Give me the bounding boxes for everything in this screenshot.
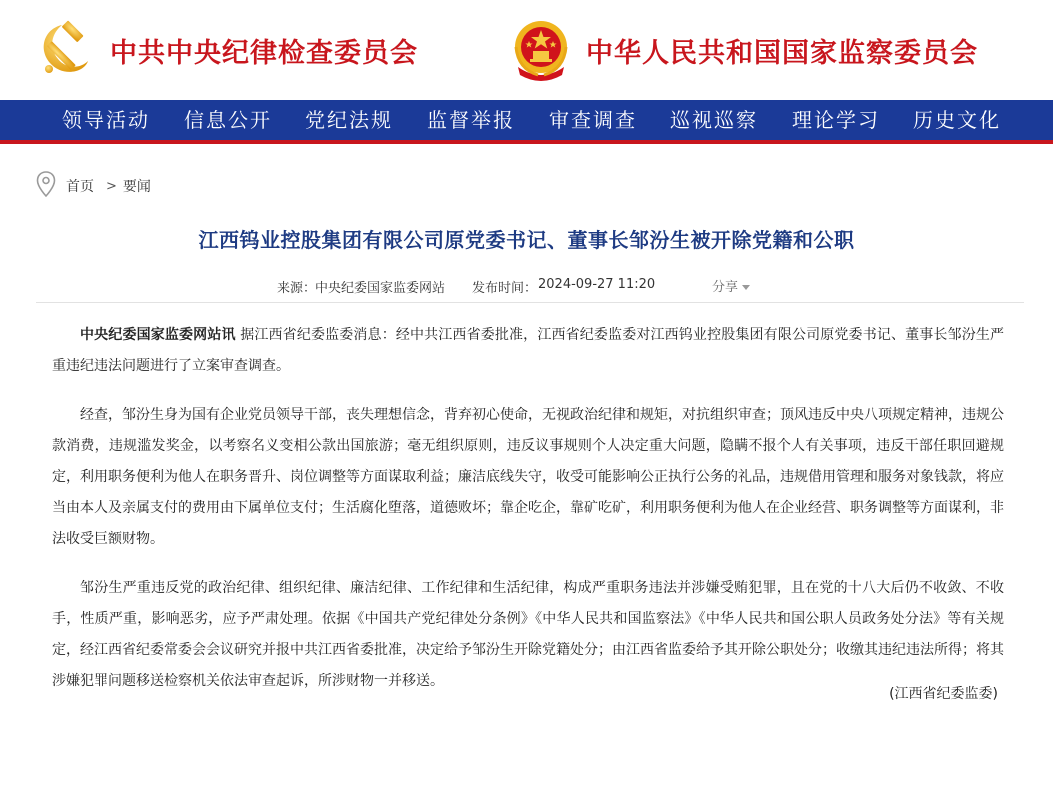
article-footer-source: (江西省纪委监委)	[889, 686, 998, 702]
share-label: 分享	[712, 280, 739, 295]
nsc-brand[interactable]	[508, 10, 978, 90]
party-emblem-icon	[36, 19, 98, 81]
breadcrumb-current[interactable]: 要闻	[122, 179, 151, 195]
paragraph-2: 经查，邹汾生身为国有企业党员领导干部，丧失理想信念，背弃初心使命，无视政治纪律和规矩，对抗组织审查；顶风违反中央八项规定精神，违规公款消费，违规滥发奖金，以考察名义变相公款出国旅游；毫无组织原则，违反议事规则个人决定重大问题，隐瞒不报个人有关事项，违反干部任职回避规定，利用职务便利为他人在职务晋升、岗位调整等方面谋取利益；廉洁底线失守，收受可能影响公正执行公务的礼品，违规借用管理和服务对象钱款，将应当由本人及亲属支付的费用由下属单位支付；生活腐化堕落，道德败坏；靠企吃企，靠矿吃矿，利用职务便利为他人在企业经营、职务调整等方面谋利，非法收受巨额财物。	[52, 407, 1004, 547]
nav-item-history[interactable]: 历史文化	[913, 108, 1001, 132]
paragraph-3: 邹汾生严重违反党的政治纪律、组织纪律、廉洁纪律、工作纪律和生活纪律，构成严重职务违法并涉嫌受贿犯罪，且在党的十八大后仍不收敛、不收手，性质严重，影响恶劣，应予严肃处理。依据《中国共产党纪律处分条例》《中华人民共和国监察法》《中华人民共和国公职人员政务处分法》等有关规定，经江西省纪委常委会会议研究并报中共江西省委批准，决定给予邹汾生开除党籍处分；由江西省监委给予其开除公职处分；收缴其违纪违法所得；将其涉嫌犯罪问题移送检察机关依法审查起诉，所涉财物一并移送。	[52, 580, 1004, 689]
ccdi-brand[interactable]	[36, 10, 418, 90]
national-emblem-icon	[508, 17, 574, 83]
meta-divider	[36, 302, 1024, 303]
nav-item-investigation[interactable]: 审查调查	[549, 108, 637, 132]
nav-item-theory[interactable]: 理论学习	[792, 108, 880, 132]
breadcrumb-separator: >	[106, 178, 117, 194]
paragraph-1	[52, 320, 1004, 382]
paragraph-1-text: 据江西省纪委监委消息：经中共江西省委批准，江西省纪委监委对江西钨业控股集团有限公司原党委书记、董事长邹汾生严重违纪违法问题进行了立案审查调查。	[52, 327, 1005, 374]
article-title: 江西钨业控股集团有限公司原党委书记、董事长邹汾生被开除党籍和公职	[198, 228, 855, 252]
nav-item-regulations[interactable]: 党纪法规	[305, 108, 393, 132]
publish-time: 2024-09-27 11:20	[538, 277, 656, 292]
main-nav	[0, 100, 1053, 144]
nav-item-leadership[interactable]: 领导活动	[62, 108, 150, 132]
nsc-title: 中华人民共和国国家监察委员会	[586, 37, 978, 69]
source-value: 中央纪委国家监委网站	[315, 281, 446, 296]
nav-item-inspection[interactable]: 巡视巡察	[670, 108, 758, 132]
breadcrumb	[36, 172, 151, 200]
lead-source: 中央纪委国家监委网站讯	[80, 327, 236, 343]
source-label: 来源：	[277, 281, 317, 296]
nav-item-info[interactable]: 信息公开	[184, 108, 272, 132]
location-pin-icon	[36, 171, 56, 201]
share-button[interactable]	[712, 276, 750, 295]
article-body	[52, 320, 1004, 715]
time-label: 发布时间：	[472, 281, 538, 296]
breadcrumb-home[interactable]: 首页	[66, 179, 94, 195]
ccdi-title: 中共中央纪律检查委员会	[110, 37, 418, 69]
nav-item-report[interactable]: 监督举报	[427, 108, 515, 132]
caret-down-icon	[742, 285, 750, 290]
